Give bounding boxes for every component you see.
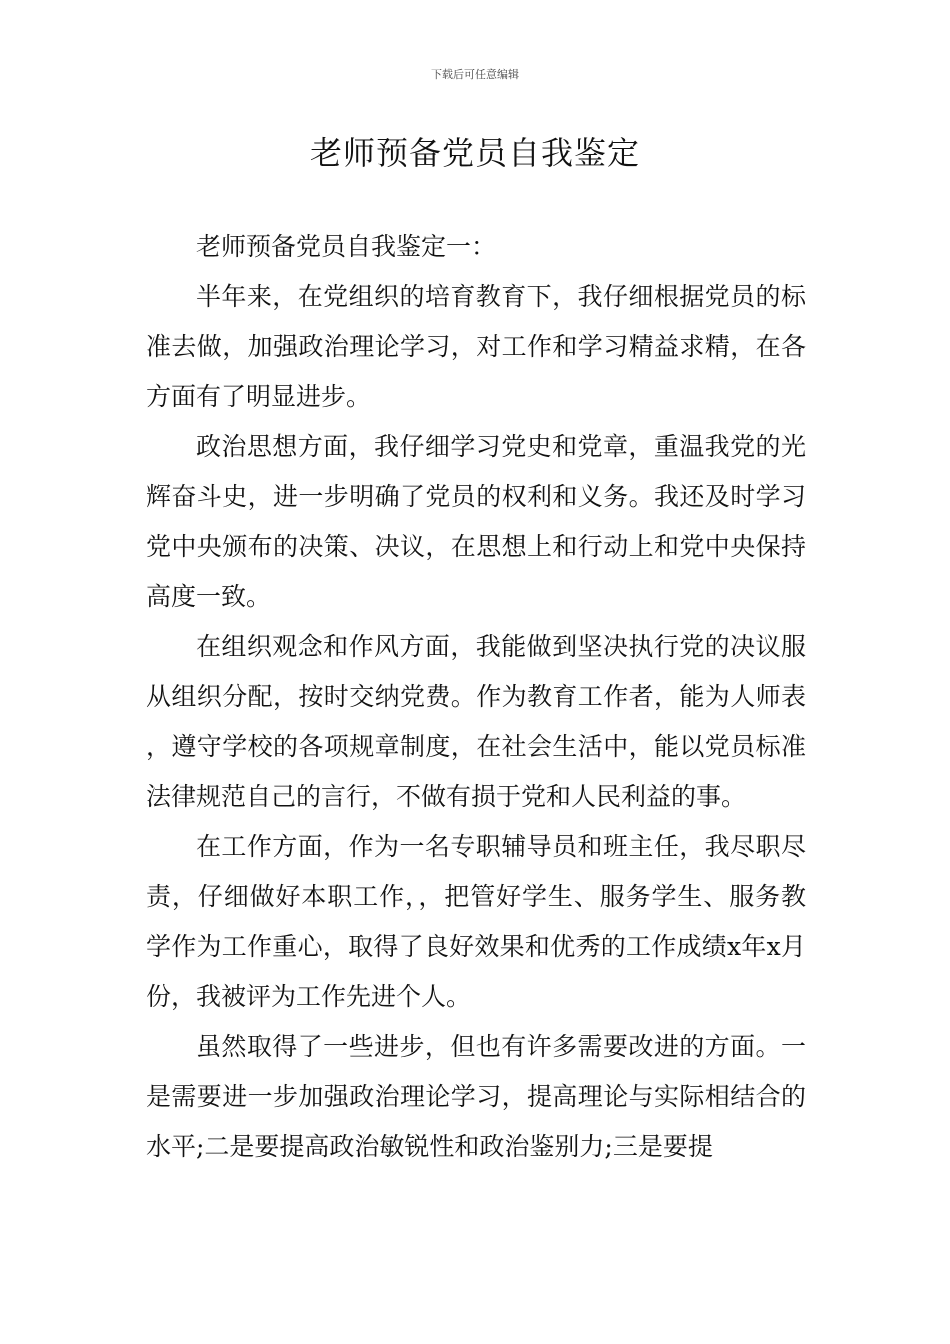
paragraph-political-thought: 政治思想方面，我仔细学习党史和党章，重温我党的光辉奋斗史，进一步明确了党员的权利和义务。我还及时学习党中央颁布的决策、决议，在思想上和行动上和党中央保持高度一致。: [146, 432, 806, 611]
paragraph-intro: 半年来，在党组织的培育教育下，我仔细根据党员的标准去做，加强政治理论学习，对工作和学习精益求精，在各方面有了明显进步。: [146, 282, 806, 411]
document-body: [146, 222, 806, 1172]
document-title: 老师预备党员自我鉴定: [309, 134, 640, 172]
section-heading: 老师预备党员自我鉴定一：: [196, 232, 497, 261]
paragraph-work: 在工作方面，作为一名专职辅导员和班主任，我尽职尽责，仔细做好本职工作，，把管好学生、服务学生、服务教学作为工作重心，取得了良好效果和优秀的工作成绩x年x月份，我被评为工作先进个人。: [146, 832, 806, 1011]
page-header-note: 下载后可任意编辑: [431, 68, 519, 81]
paragraph-improvements: 虽然取得了一些进步，但也有许多需要改进的方面。一是需要进一步加强政治理论学习，提高理论与实际相结合的水平;二是要提高政治敏锐性和政治鉴别力;三是要提: [146, 1032, 806, 1161]
paragraph-organization: 在组织观念和作风方面，我能做到坚决执行党的决议服从组织分配，按时交纳党费。作为教育工作者，能为人师表，遵守学校的各项规章制度，在社会生活中，能以党员标准法律规范自己的言行，不做有损于党和人民利益的事。: [146, 632, 806, 811]
